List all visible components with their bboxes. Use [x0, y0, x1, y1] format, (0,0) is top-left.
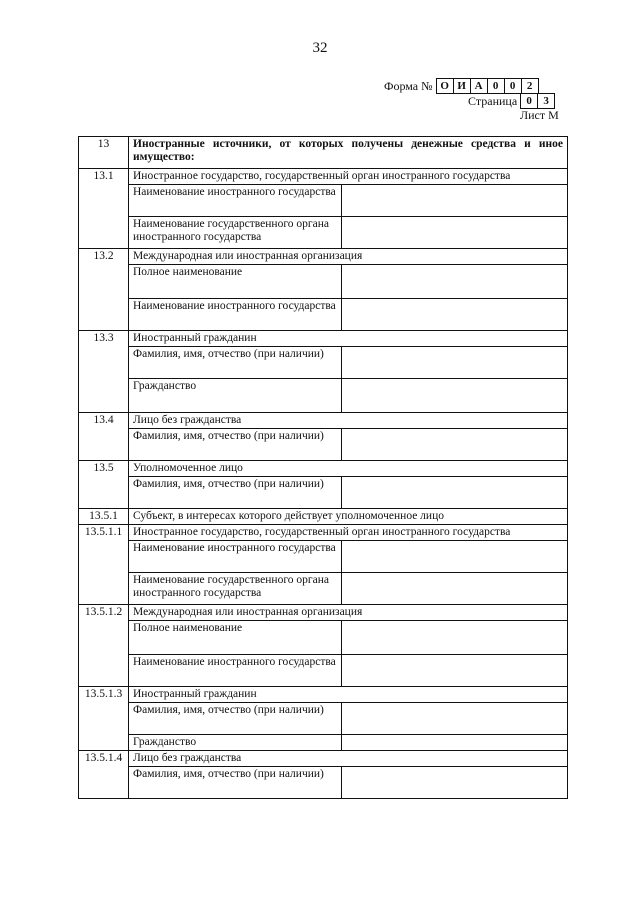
form-code-cell: 0 [505, 79, 522, 93]
section-number: 13.5.1.4 [79, 751, 129, 799]
page-code-cell: 3 [543, 95, 549, 107]
value-cell[interactable] [342, 767, 568, 799]
form-code-cell: О [437, 79, 454, 93]
field-label: Фамилия, имя, отчество (при наличии) [129, 767, 342, 799]
page-code-cells [520, 93, 555, 109]
value-cell[interactable] [342, 477, 568, 509]
field-label: Полное наименование [129, 621, 342, 655]
value-cell[interactable] [342, 429, 568, 461]
form-code-cells [436, 78, 539, 94]
page-number: 32 [312, 40, 328, 56]
section-number: 13.5.1.1 [79, 525, 129, 605]
section-number: 13.3 [79, 331, 129, 413]
form-code-cell: И [454, 79, 471, 93]
section-number: 13.2 [79, 249, 129, 331]
section-number: 13.1 [79, 169, 129, 249]
field-label: Гражданство [129, 379, 342, 413]
form-code-cell: А [471, 79, 488, 93]
value-cell[interactable] [342, 379, 568, 413]
field-label: Наименование государственного органа иностранного государства [129, 573, 342, 605]
field-label: Гражданство [129, 735, 342, 751]
section-heading: Иностранный гражданин [129, 331, 568, 347]
field-label: Наименование государственного органа иностранного государства [129, 217, 342, 249]
value-cell[interactable] [342, 655, 568, 687]
foreign-sources-table [78, 136, 568, 799]
section-number: 13.4 [79, 413, 129, 461]
section-heading: Иностранный гражданин [129, 687, 568, 703]
page-code [468, 93, 555, 109]
section-number: 13.5.1.3 [79, 687, 129, 751]
form-number-label: Форма № [384, 78, 433, 93]
field-label: Фамилия, имя, отчество (при наличии) [129, 347, 342, 379]
section-number: 13.5.1.2 [79, 605, 129, 687]
form-number [384, 78, 539, 94]
value-cell[interactable] [342, 541, 568, 573]
table-title: Иностранные источники, от которых получены денежные средства и иное имущество: [129, 137, 568, 169]
value-cell[interactable] [342, 703, 568, 735]
value-cell[interactable] [342, 573, 568, 605]
section-heading: Уполномоченное лицо [129, 461, 568, 477]
form-code-cell: 0 [488, 79, 505, 93]
section-heading: Лицо без гражданства [129, 413, 568, 429]
field-label: Фамилия, имя, отчество (при наличии) [129, 477, 342, 509]
value-cell[interactable] [342, 347, 568, 379]
section-heading: Иностранное государство, государственный орган иностранного государства [129, 169, 568, 185]
form-code-cell: 2 [526, 80, 533, 92]
value-cell[interactable] [342, 217, 568, 249]
value-cell[interactable] [342, 299, 568, 331]
section-heading: Субъект, в интересах которого действует уполномоченное лицо [129, 509, 568, 525]
value-cell[interactable] [342, 265, 568, 299]
section-heading: Иностранное государство, государственный орган иностранного государства [129, 525, 568, 541]
field-label: Наименование иностранного государства [129, 541, 342, 573]
section-number: 13.5.1 [79, 509, 129, 525]
value-cell[interactable] [342, 185, 568, 217]
section-number: 13 [79, 137, 129, 169]
value-cell[interactable] [342, 735, 568, 751]
field-label: Наименование иностранного государства [129, 185, 342, 217]
field-label: Наименование иностранного государства [129, 299, 342, 331]
field-label: Фамилия, имя, отчество (при наличии) [129, 703, 342, 735]
field-label: Полное наименование [129, 265, 342, 299]
section-heading: Международная или иностранная организация [129, 605, 568, 621]
page-code-label: Страница [468, 93, 518, 108]
field-label: Фамилия, имя, отчество (при наличии) [129, 429, 342, 461]
page-code-cell: 0 [521, 94, 538, 108]
table-title-row [79, 137, 568, 169]
value-cell[interactable] [342, 621, 568, 655]
section-number: 13.5 [79, 461, 129, 509]
sheet-label: Лист М [520, 108, 559, 122]
section-heading: Лицо без гражданства [129, 751, 568, 767]
field-label: Наименование иностранного государства [129, 655, 342, 687]
section-heading: Международная или иностранная организация [129, 249, 568, 265]
